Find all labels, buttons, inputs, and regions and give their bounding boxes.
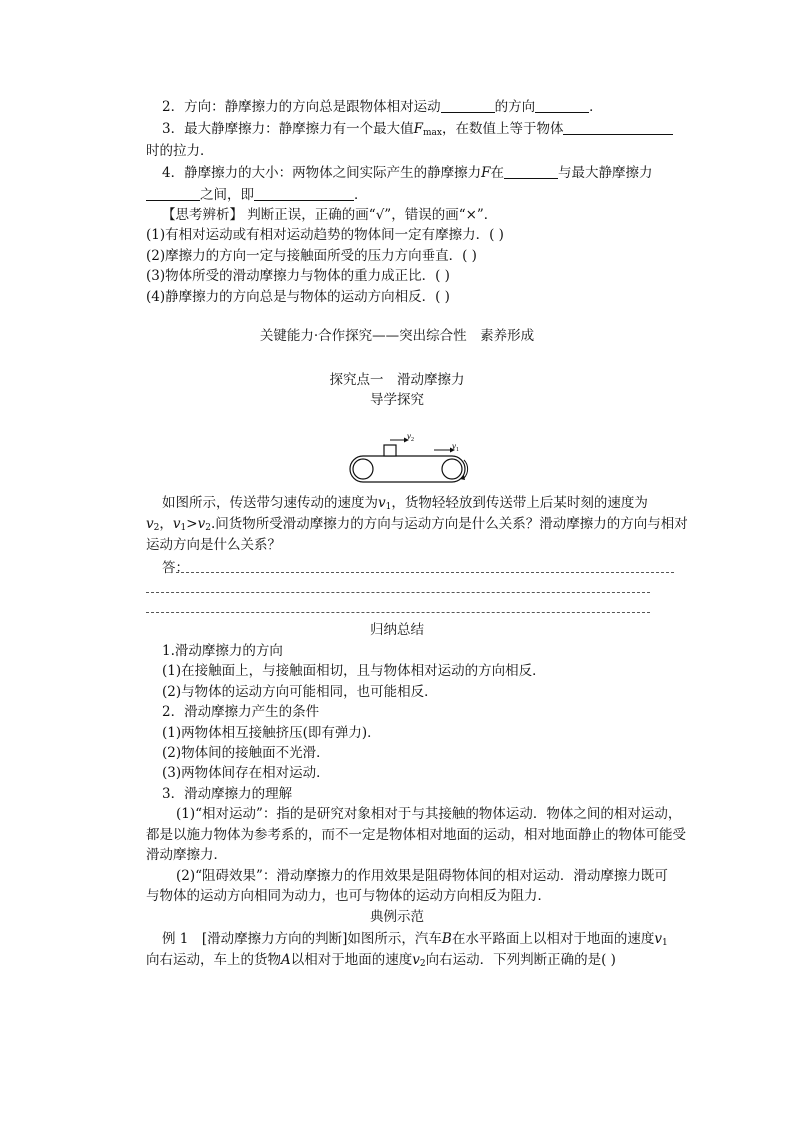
answer-label: 答： xyxy=(162,560,189,576)
example-question: 向右运动，车上的货物A以相对于地面的速度$v_2$向右运动．下列判断正确的是( ) xyxy=(146,952,616,969)
summary-item: (3)两物体间存在相对运动． xyxy=(162,765,330,781)
fill-blank[interactable] xyxy=(441,98,495,113)
answer-line[interactable] xyxy=(146,592,650,593)
cargo-box xyxy=(384,445,396,456)
text-line: 2．方向：静摩擦力的方向总是跟物体相对运动 的方向 ． xyxy=(162,99,603,115)
summary-item: 与物体的运动方向相同为动力，也可与物体的运动方向相反为阻力． xyxy=(146,888,551,904)
summary-item: (2)物体间的接触面不光滑． xyxy=(162,745,330,761)
fill-blank[interactable] xyxy=(504,164,558,179)
text-line: 之间，即 ． xyxy=(146,185,676,205)
summary-item: 都是以施力物体为参考系的，而不一定是物体相对地面的运动，相对地面静止的物体可能受 xyxy=(146,827,686,843)
judge-item: (1)有相对运动或有相对运动趋势的物体间一定有摩擦力．( ) xyxy=(146,227,504,243)
summary-item: 2．滑动摩擦力产生的条件 xyxy=(162,704,320,720)
section-heading: 关键能力·合作探究——突出综合性 素养形成 xyxy=(259,328,535,344)
judge-item: (4)静摩擦力的方向总是与物体的运动方向相反．( ) xyxy=(146,289,450,305)
fill-blank[interactable] xyxy=(535,98,589,113)
judge-item: (3)物体所受的滑动摩擦力与物体的重力成正比．( ) xyxy=(146,268,450,284)
text-line: 3．最大静摩擦力：静摩擦力有一个最大值$F_{max}$，在数值上等于物体 xyxy=(162,119,692,143)
summary-item: (2)与物体的运动方向可能相同，也可能相反． xyxy=(162,684,438,700)
summary-item: 3．滑动摩擦力的理解 xyxy=(162,786,293,802)
judge-item: (2)摩擦力的方向一定与接触面所受的压力方向垂直．( ) xyxy=(146,248,477,264)
answer-line[interactable] xyxy=(176,572,674,573)
question-paragraph: 运动方向是什么关系？ xyxy=(146,537,281,553)
fill-blank[interactable] xyxy=(146,186,200,201)
subsection-heading: 导学探究 xyxy=(370,392,424,408)
text-line: 时的拉力． xyxy=(146,143,214,159)
summary-item: (2)“阻碍效果”：滑动摩擦力的作用效果是阻碍物体间的相对运动．滑动摩擦力既可 xyxy=(176,868,668,884)
question-paragraph: 如图所示，传送带匀速传动的速度为$v_1$，货物轻轻放到传送带上后某时刻的速度为 xyxy=(162,495,648,512)
example-question: 例 1 [滑动摩擦力方向的判断]如图所示，汽车B在水平路面上以相对于地面的速度$v_1$ xyxy=(162,931,668,948)
fill-blank[interactable] xyxy=(254,186,354,201)
fill-blank[interactable] xyxy=(563,120,673,135)
v2-label: $v_2$ xyxy=(407,431,414,443)
summary-heading: 归纳总结 xyxy=(370,622,424,638)
summary-item: 1.滑动摩擦力的方向 xyxy=(162,643,283,659)
summary-item: 滑动摩擦力． xyxy=(146,847,227,863)
think-heading: 【思考辨析】 判断正误，正确的画“√”，错误的画“×”． xyxy=(162,207,498,223)
summary-item: (1)在接触面上，与接触面相切，且与物体相对运动的方向相反． xyxy=(162,663,546,679)
subsection-heading: 探究点一 滑动摩擦力 xyxy=(329,372,465,388)
answer-line[interactable] xyxy=(146,612,650,613)
conveyor-belt-figure xyxy=(346,430,476,486)
right-pulley xyxy=(442,459,462,479)
example-heading: 典例示范 xyxy=(370,909,424,925)
question-paragraph: $v_2$，$v_1>v_2$.问货物所受滑动摩擦力的方向与运动方向是什么关系？滑动摩擦力的方向与相对 xyxy=(146,516,688,533)
v1-label: $v_1$ xyxy=(452,441,459,453)
summary-item: (1)两物体相互接触挤压(即有弹力)． xyxy=(162,725,381,741)
summary-item: (1)“相对运动”：指的是研究对象相对于与其接触的物体运动．物体之间的相对运动， xyxy=(176,806,682,822)
left-pulley xyxy=(353,459,373,479)
text-line: 4．静摩擦力的大小：两物体之间实际产生的静摩擦力F在 与最大静摩擦力 xyxy=(162,165,653,181)
